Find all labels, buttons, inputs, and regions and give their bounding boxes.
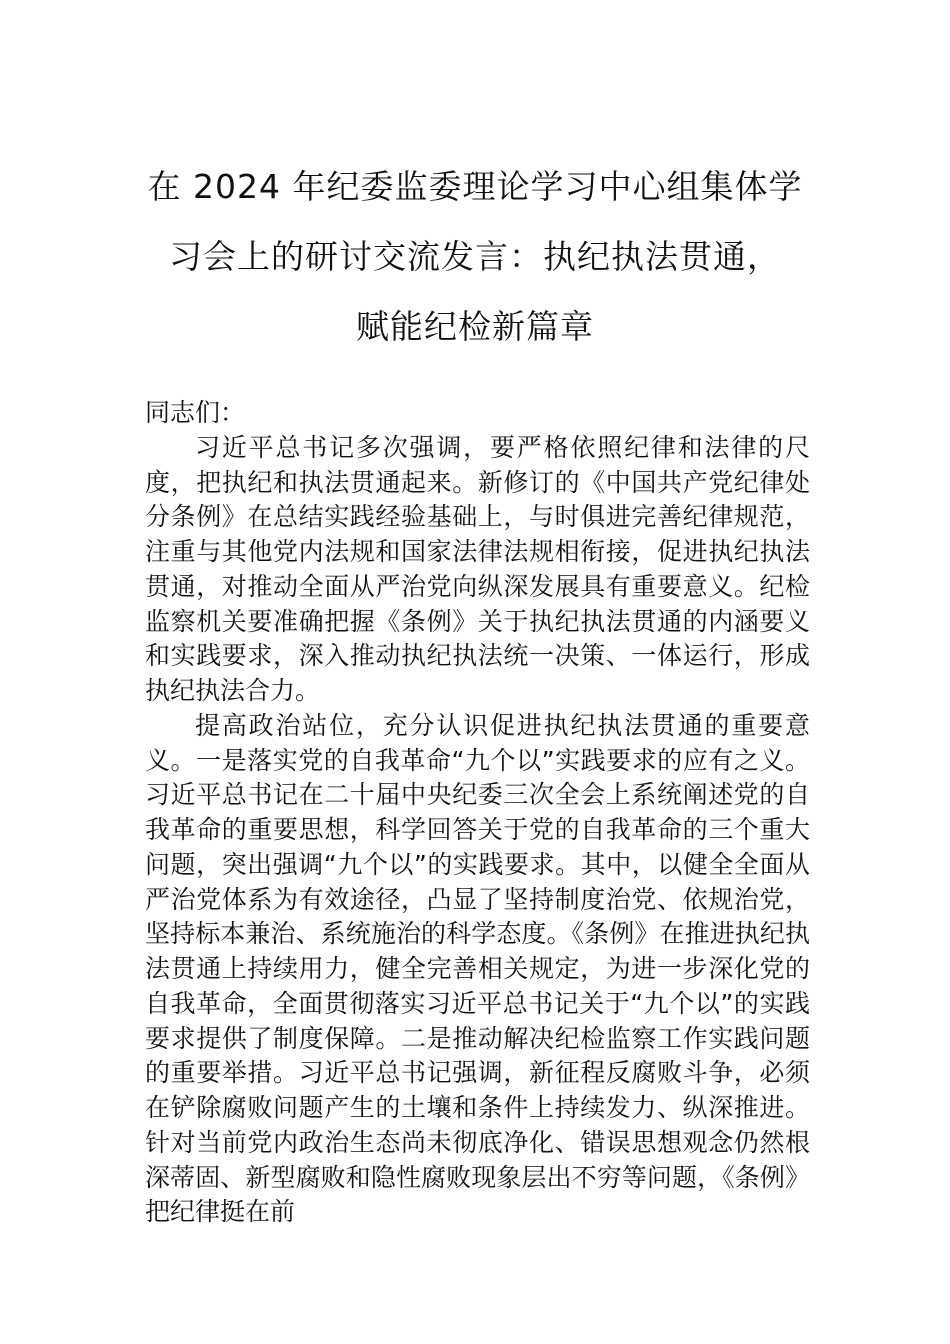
salutation: 同志们： bbox=[145, 398, 246, 427]
document-title-line-3: 赋能纪检新篇章 bbox=[356, 307, 594, 346]
document-title-line-2: 习会上的研讨交流发言：执纪执法贯通， bbox=[169, 237, 781, 276]
paragraph-1: 习近平总书记多次强调，要严格依照纪律和法律的尺度，把执纪和执法贯通起来。新修订的《中国共产党纪律处分条例》在总结实践经验基础上，与时俱进完善纪律规范，注重与其他党内法规和国家法律法规相衔接，促进执纪执法贯通，对推动全面从严治党向纵深发展具有重要意义。纪检监察机关要准确把握《条例》关于执纪执法贯通的内涵要义和实践要求，深入推动执纪执法统一决策、一体运行，形成执纪执法合力。 bbox=[145, 432, 810, 705]
paragraph-2: 提高政治站位，充分认识促进执纪执法贯通的重要意义。一是落实党的自我革命“九个以”实践要求的应有之义。习近平总书记在二十届中央纪委三次全会上系统阐述党的自我革命的重要思想，科学回答关于党的自我革命的三个重大问题，突出强调“九个以”的实践要求。其中，以健全全面从严治党体系为有效途径，凸显了坚持制度治党、依规治党，坚持标本兼治、系统施治的科学态度。《条例》在推进执纪执法贯通上持续用力，健全完善相关规定，为进一步深化党的自我革命，全面贯彻落实习近平总书记关于“九个以”的实践要求提供了制度保障。二是推动解决纪检监察工作实践问题的重要举措。习近平总书记强调，新征程反腐败斗争，必须在铲除腐败问题产生的土壤和条件上持续发力、纵深推进。针对当前党内政治生态尚未彻底净化、错误思想观念仍然根深蒂固、新型腐败和隐性腐败现象层出不穷等问题，《条例》把纪律挺在前 bbox=[145, 710, 810, 1227]
document-title-line-1: 在 2024 年纪委监委理论学习中心组集体学 bbox=[147, 167, 803, 206]
document-body bbox=[145, 396, 810, 1230]
